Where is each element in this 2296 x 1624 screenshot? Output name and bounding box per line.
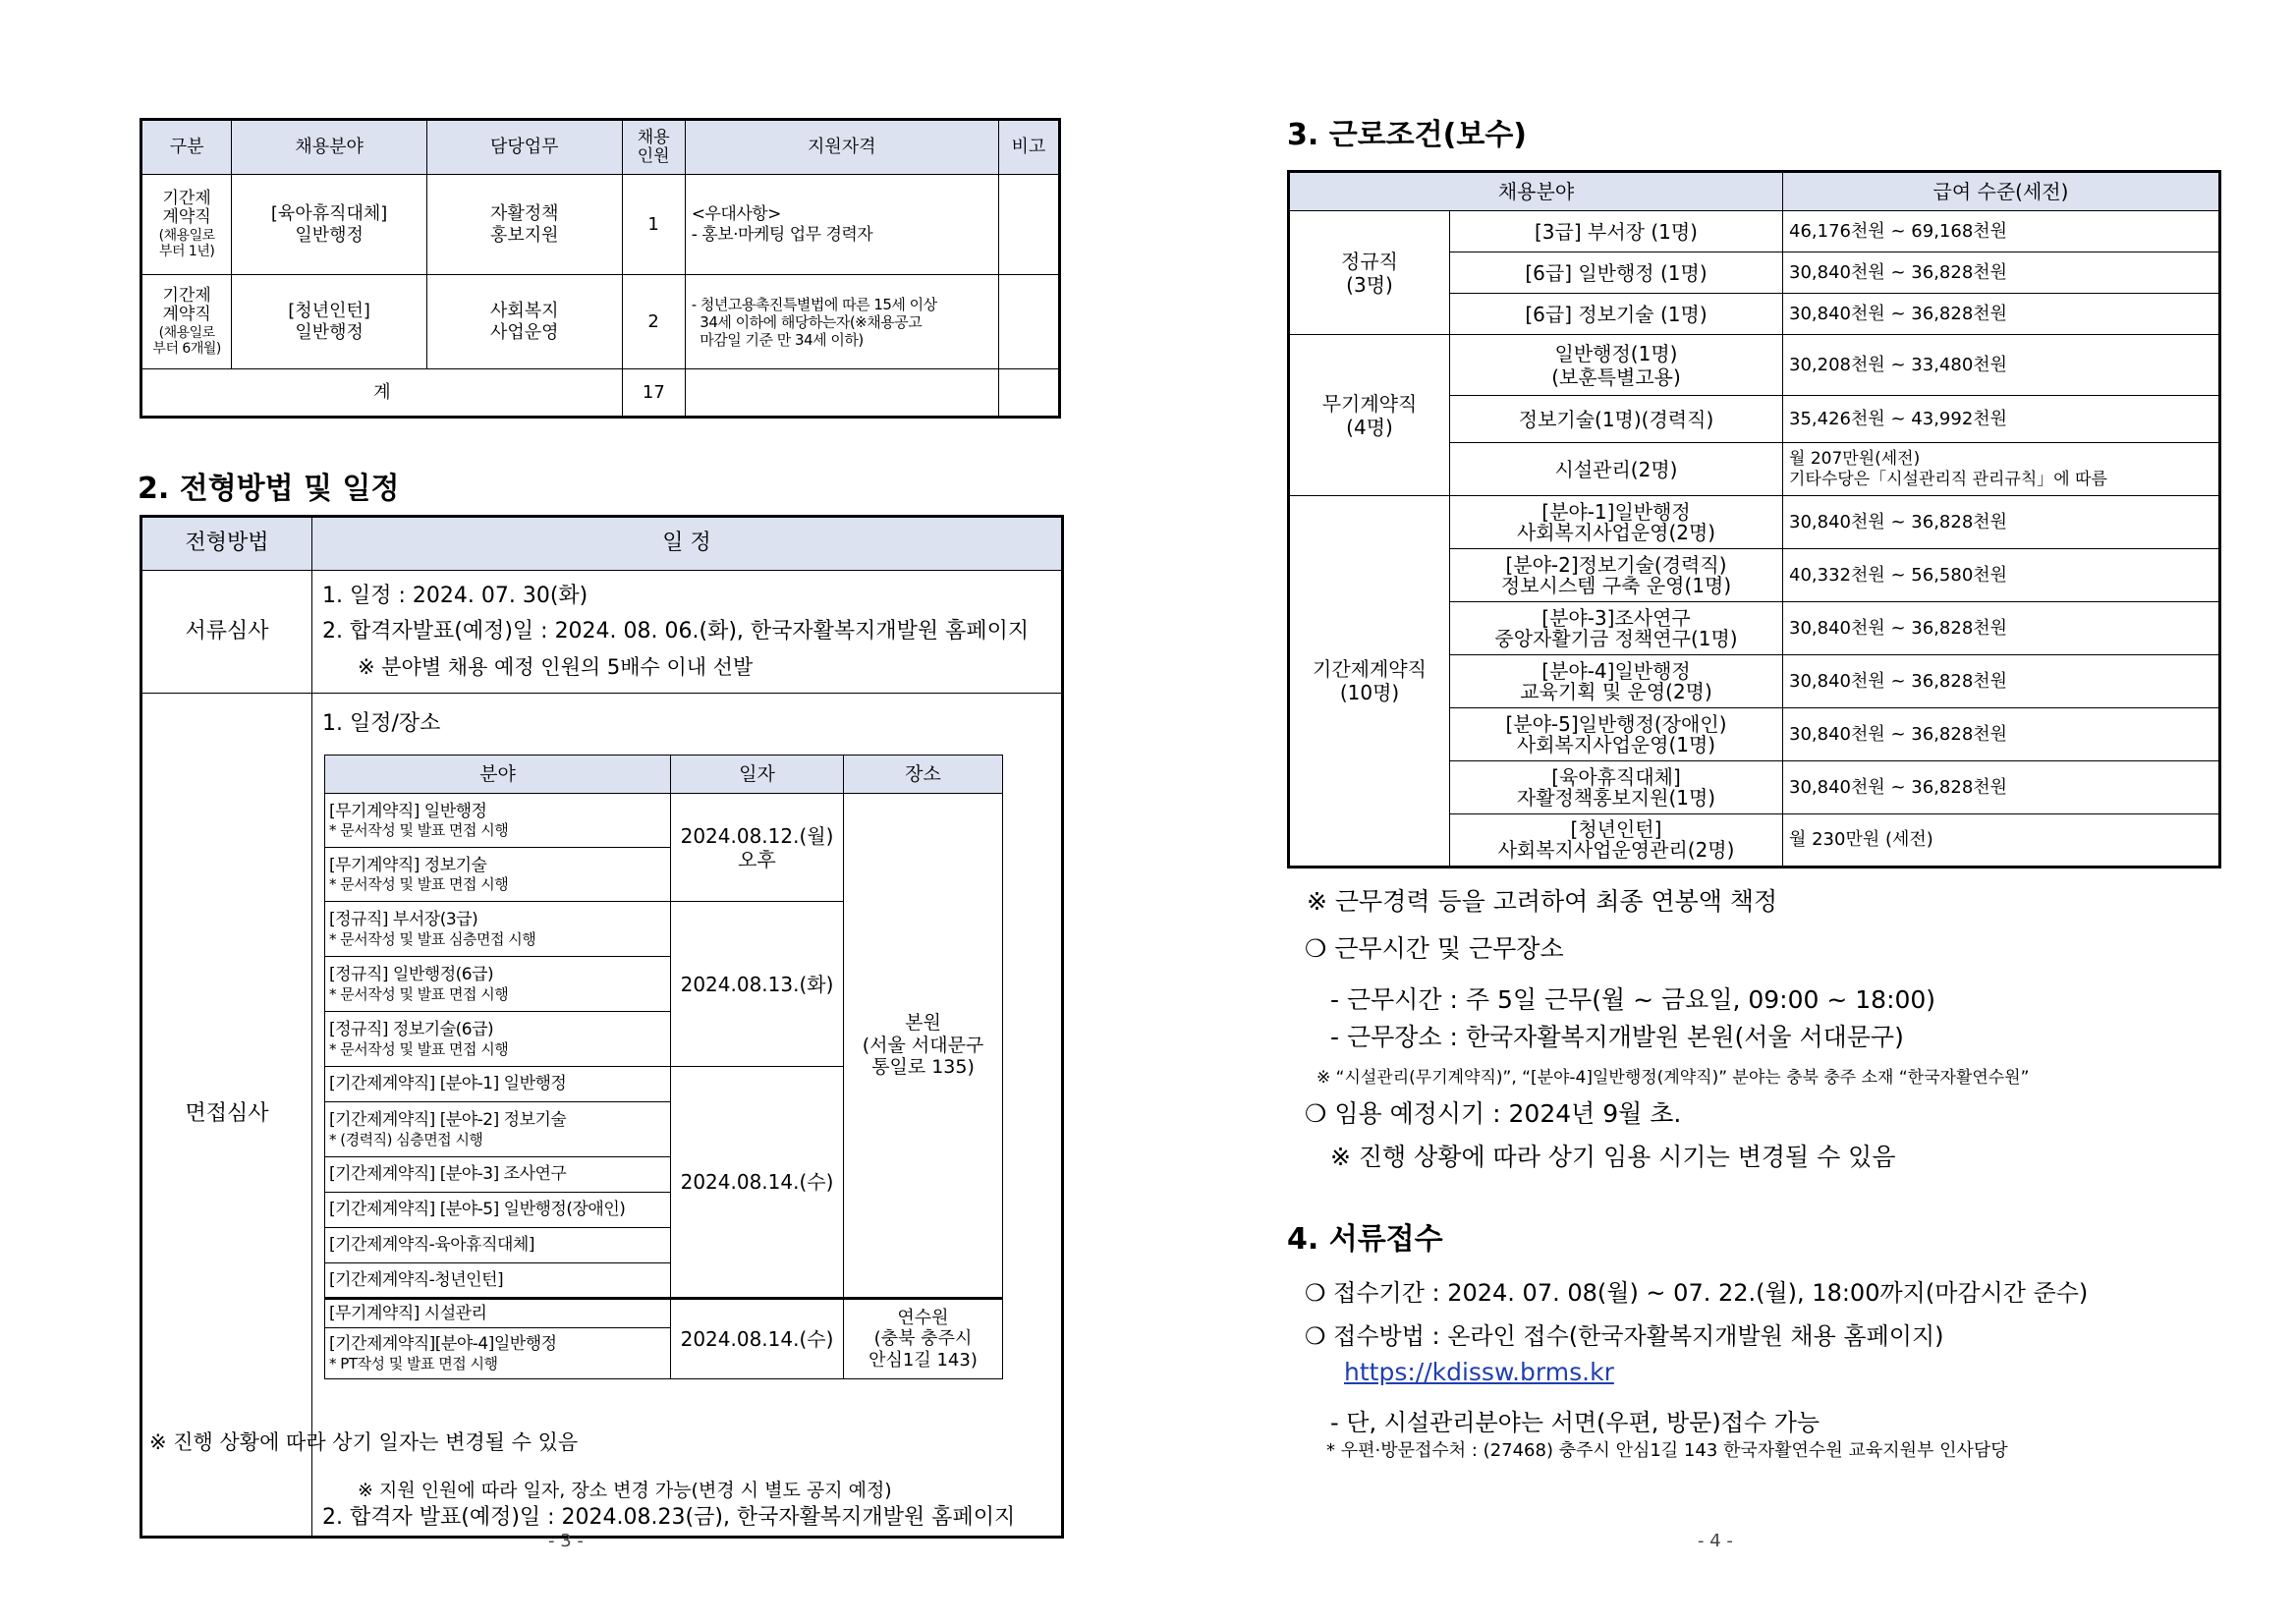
category-note: (채용일로 부터 1년) (158, 227, 215, 260)
salary-value: 30,840천원 ~ 36,828천원 (1783, 496, 2220, 549)
table-header-row (141, 517, 1063, 571)
salary-field: 정보기술(1명)(경력직) (1450, 396, 1783, 443)
interview-change-note: ※ 지원 인원에 따라 일자, 장소 변경 가능(변경 시 별도 공지 예정) (358, 1480, 892, 1501)
salary-value: 30,840천원 ~ 36,828천원 (1783, 761, 2220, 814)
doc-review-note: ※ 분야별 채용 예정 인원의 5배수 이내 선발 (358, 655, 754, 679)
interview-label: 면접심사 (141, 694, 312, 1538)
table-row (141, 175, 1060, 275)
table-row (325, 1299, 1003, 1328)
inner-header-date: 일자 (671, 756, 844, 794)
salary-value: 35,426천원 ~ 43,992천원 (1783, 396, 2220, 443)
inner-header-place: 장소 (844, 756, 1003, 794)
salary-value: 40,332천원 ~ 56,580천원 (1783, 549, 2220, 602)
table-header-row (141, 120, 1060, 175)
header-remark: 비고 (998, 120, 1059, 175)
total-label: 계 (142, 369, 623, 416)
interview-place-training: 연수원 (충북 충주시 안심1길 143) (844, 1299, 1003, 1379)
inner-header-field: 분야 (325, 756, 671, 794)
table-header-row (1289, 172, 2220, 211)
salary-field: [분야-4]일반행정 교육기획 및 운영(2명) (1450, 655, 1783, 708)
count-cell: 2 (622, 275, 685, 369)
schedule-footnote: ※ 진행 상황에 따라 상기 일자는 변경될 수 있음 (149, 1430, 579, 1454)
header-field: 채용분야 (232, 120, 427, 175)
interview-field: [정규직] 정보기술(6급) (329, 1020, 494, 1040)
group-label: 기간제계약직 (10명) (1289, 496, 1450, 868)
salary-value: 월 230만원 (세전) (1783, 814, 2220, 868)
salary-value: 46,176천원 ~ 69,168천원 (1783, 211, 2220, 252)
start-date: ❍ 임용 예정시기 : 2024년 9월 초. (1305, 1099, 1682, 1128)
table-row (141, 275, 1060, 369)
salary-field: [분야-3]조사연구 중앙자활기금 정책연구(1명) (1450, 602, 1783, 655)
salary-value: 30,840천원 ~ 36,828천원 (1783, 252, 2220, 294)
interview-field: [무기계약직] 일반행정 (329, 801, 487, 821)
interview-field: [정규직] 일반행정(6급) (329, 965, 494, 985)
doc-review-row (141, 571, 1063, 694)
salary-value: 30,208천원 ~ 33,480천원 (1783, 335, 2220, 396)
section-4-title: 4. 서류접수 (1287, 1222, 1443, 1257)
table-row (1289, 496, 2220, 549)
application-address: * 우편·방문접수처 : (27468) 충주시 안심1길 143 한국자활연수원 교육지원부 인사담당 (1326, 1440, 2008, 1461)
salary-field: [6급] 일반행정 (1명) (1450, 252, 1783, 294)
interview-field-note: * 문서작성 및 발표 심층면접 시행 (329, 929, 536, 948)
section-3-title: 3. 근로조건(보수) (1287, 118, 1528, 152)
salary-field: 일반행정(1명) (보훈특별고용) (1450, 335, 1783, 396)
work-note: ※ “시설관리(무기계약직)”, “[분야-4]일반행정(계약직)” 분야는 충북 충주 소재 “한국자활연수원” (1316, 1068, 2030, 1088)
table-row (325, 794, 1003, 848)
group-label: 정규직 (3명) (1289, 211, 1450, 335)
interview-field: [기간제계약직-청년인턴] (329, 1269, 504, 1290)
header-qualification: 지원자격 (685, 120, 998, 175)
start-note: ※ 진행 상황에 따라 상기 임용 시기는 변경될 수 있음 (1330, 1143, 1896, 1171)
salary-value: 30,840천원 ~ 36,828천원 (1783, 602, 2220, 655)
page-number: - 3 - (548, 1531, 584, 1551)
interview-date: 2024.08.13.(화) (671, 902, 844, 1067)
interview-field-note: * PT작성 및 발표 면접 시행 (329, 1354, 498, 1372)
remark-cell (998, 275, 1059, 369)
salary-field: [육아휴직대체] 자활정책홍보지원(1명) (1450, 761, 1783, 814)
field-cell: [육아휴직대체] 일반행정 (232, 175, 427, 275)
salary-field: [분야-1]일반행정 사회복지사업운영(2명) (1450, 496, 1783, 549)
interview-field-note: * 문서작성 및 발표 면접 시행 (329, 984, 509, 1003)
interview-date: 2024.08.14.(수) (671, 1067, 844, 1299)
total-row (141, 369, 1060, 418)
salary-field: [청년인턴] 사회복지사업운영관리(2명) (1450, 814, 1783, 868)
doc-review-result: 2. 합격자발표(예정)일 : 2024. 08. 06.(화), 한국자활복지개발원 홈페이지 (322, 619, 1030, 644)
work-place: - 근무장소 : 한국자활복지개발원 본원(서울 서대문구) (1330, 1023, 1904, 1051)
header-method: 전형방법 (141, 517, 312, 571)
interview-date: 2024.08.12.(월) 오후 (671, 794, 844, 902)
doc-review-date: 1. 일정 : 2024. 07. 30(화) (322, 584, 588, 608)
application-period: ❍ 접수기간 : 2024. 07. 08(월) ~ 07. 22.(월), 18:00까지(마감시간 준수) (1305, 1279, 2089, 1307)
group-label: 무기계약직 (4명) (1289, 335, 1450, 496)
interview-field: [기간제계약직] [분야-1] 일반행정 (329, 1074, 567, 1094)
interview-field: [기간제계약직] [분야-2] 정보기술 (329, 1110, 567, 1131)
interview-field: [기간제계약직] [분야-3] 조사연구 (329, 1164, 567, 1185)
header-category: 구분 (141, 120, 232, 175)
header-salary: 급여 수준(세전) (1783, 172, 2220, 211)
interview-field-note: * 문서작성 및 발표 면접 시행 (329, 821, 509, 840)
interview-row (141, 694, 1063, 1538)
interview-field-note: * 문서작성 및 발표 면접 시행 (329, 875, 509, 894)
qualification-cell: - 청년고용촉진특별법에 따른 15세 이상 34세 이하에 해당하는자(※채용공고 마감일 기준 만 34세 이하) (685, 275, 998, 369)
application-exception: - 단, 시설관리분야는 서면(우편, 방문)접수 가능 (1330, 1409, 1820, 1436)
interview-schedule-title: 1. 일정/장소 (322, 711, 441, 736)
salary-field: [6급] 정보기술 (1명) (1450, 294, 1783, 335)
interview-date: 2024.08.14.(수) (671, 1299, 844, 1379)
application-method: ❍ 접수방법 : 온라인 접수(한국자활복지개발원 채용 홈페이지) (1305, 1322, 1944, 1350)
doc-review-label: 서류심사 (141, 571, 312, 694)
header-count: 채용 인원 (622, 120, 685, 175)
interview-field-note: * (경력직) 심층면접 시행 (329, 1130, 483, 1148)
category-label: 기간제 계약직 (162, 188, 211, 228)
salary-value: 30,840천원 ~ 36,828천원 (1783, 294, 2220, 335)
page-4 (1148, 0, 2296, 1624)
count-cell: 1 (622, 175, 685, 275)
section-2-title: 2. 전형방법 및 일정 (138, 472, 400, 506)
interview-field: [기간제계약직] [분야-5] 일반행정(장애인) (329, 1200, 626, 1220)
salary-value: 월 207만원(세전) 기타수당은「시설관리직 관리규칙」에 따름 (1783, 443, 2220, 496)
salary-field: [3급] 부서장 (1명) (1450, 211, 1783, 252)
table-row (1289, 335, 2220, 396)
salary-field: 시설관리(2명) (1450, 443, 1783, 496)
work-title: ❍ 근무시간 및 근무장소 (1305, 934, 1564, 963)
interview-field: [기간제계약직-육아휴직대체] (329, 1235, 534, 1256)
salary-value: 30,840천원 ~ 36,828천원 (1783, 708, 2220, 761)
salary-field: [분야-2]정보기술(경력직) 정보시스템 구축 운영(1명) (1450, 549, 1783, 602)
salary-note: ※ 근무경력 등을 고려하여 최종 연봉액 책정 (1307, 887, 1778, 916)
category-note: (채용일로 부터 6개월) (152, 324, 221, 358)
qualification-cell: <우대사항> - 홍보·마케팅 업무 경력자 (685, 175, 998, 275)
header-duty: 담당업무 (426, 120, 622, 175)
interview-field-note: * 문서작성 및 발표 면접 시행 (329, 1039, 509, 1058)
work-hours: - 근무시간 : 주 5일 근무(월 ~ 금요일, 09:00 ~ 18:00) (1330, 985, 1936, 1014)
selection-schedule-table (140, 515, 1064, 1539)
salary-table (1287, 170, 2221, 868)
remark-cell (998, 175, 1059, 275)
interview-field: [무기계약직] 정보기술 (329, 855, 487, 875)
interview-place-main: 본원 (서울 서대문구 통일로 135) (844, 794, 1003, 1299)
recruitment-table (140, 118, 1061, 419)
duty-cell: 사회복지 사업운영 (426, 275, 622, 369)
header-field: 채용분야 (1289, 172, 1783, 211)
page-number: - 4 - (1698, 1531, 1733, 1551)
interview-schedule-table (324, 755, 1003, 1379)
category-label: 기간제 계약직 (162, 285, 211, 325)
duty-cell: 자활정책 홍보지원 (426, 175, 622, 275)
inner-header-row (325, 756, 1003, 794)
salary-field: [분야-5]일반행정(장애인) 사회복지사업운영(1명) (1450, 708, 1783, 761)
interview-result-line: 2. 합격자 발표(예정)일 : 2024.08.23(금), 한국자활복지개발원 홈페이지 (322, 1505, 1016, 1530)
total-value: 17 (642, 381, 665, 403)
interview-field: [기간제계약직][분야-4]일반행정 (329, 1334, 557, 1355)
header-schedule: 일 정 (312, 517, 1063, 571)
interview-field: [무기계약직] 시설관리 (329, 1303, 487, 1323)
table-row (1289, 211, 2220, 252)
salary-value: 30,840천원 ~ 36,828천원 (1783, 655, 2220, 708)
field-cell: [청년인턴] 일반행정 (232, 275, 427, 369)
application-url-link[interactable]: https://kdissw.brms.kr (1344, 1358, 1614, 1386)
interview-field: [정규직] 부서장(3급) (329, 910, 478, 930)
